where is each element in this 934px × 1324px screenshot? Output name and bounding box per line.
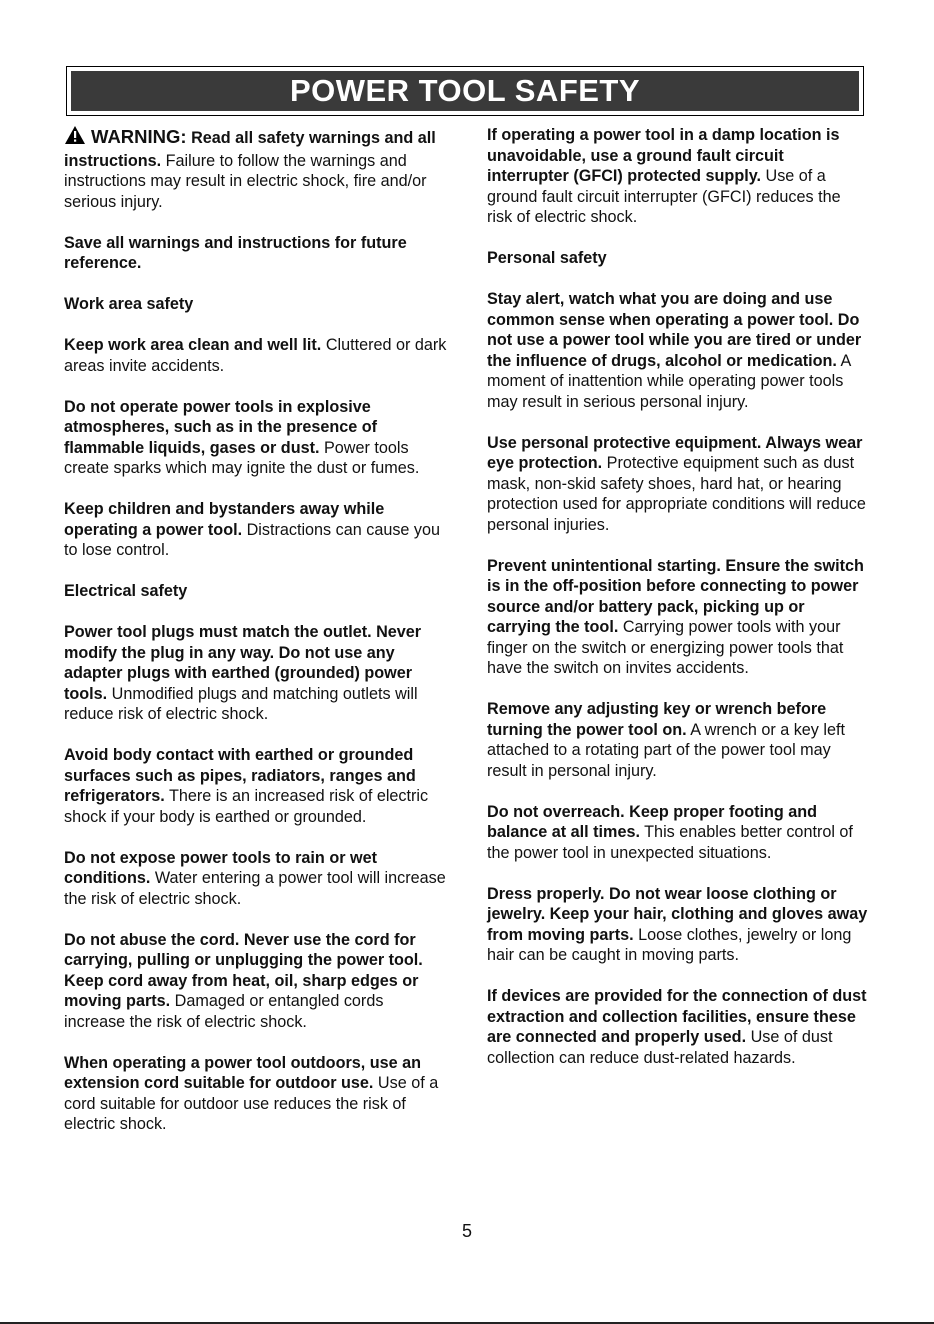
- electrical-item-5: [64, 1053, 448, 1135]
- item-body-text: A moment of inattention while operating power tools may result in serious personal injury.: [487, 351, 851, 411]
- personal-item-7: [487, 986, 869, 1068]
- personal-item-3: [487, 556, 869, 679]
- item-bold-text: Do not expose power tools to rain or wet conditions.: [64, 848, 377, 887]
- item-bold-text: Prevent unintentional starting. Ensure the switch is in the off-position before connecting to power source and/or battery pack, picking up or carrying the tool.: [487, 556, 864, 636]
- gfci-item: [487, 125, 869, 228]
- item-bold-text: Stay alert, watch what you are doing and use common sense when operating a power tool. Do not use a power tool while you are tired or under the influence of drugs, alcohol or medication.: [487, 290, 862, 370]
- work-area-item-3: [64, 499, 448, 561]
- item-body-text: Loose clothes, jewelry or long hair can be caught in moving parts.: [487, 925, 852, 964]
- item-body-text: Protective equipment such as dust mask, non-skid safety shoes, hard hat, or hearing protection used for appropriate conditions will reduce personal injuries.: [487, 454, 866, 534]
- item-bold-text: Keep work area clean and well lit.: [64, 336, 322, 354]
- item-body-text: Carrying power tools with your finger on the switch or energizing power tools that have the switch on invites accidents.: [487, 618, 844, 677]
- warning-triangle-icon: [64, 125, 86, 151]
- warning-paragraph: [64, 125, 448, 212]
- electrical-item-2: [64, 745, 448, 827]
- right-column: [487, 125, 869, 1089]
- personal-item-5: [487, 802, 869, 864]
- personal-item-2: [487, 433, 869, 536]
- section-title: POWER TOOL SAFETY: [71, 71, 859, 111]
- item-bold-text: Do not abuse the cord. Never use the cord for carrying, pulling or unplugging the power tool. Keep cord away from heat, oil, sharp edges or moving parts.: [64, 930, 423, 1010]
- item-body-text: There is an increased risk of electric shock if your body is earthed or grounded.: [64, 787, 429, 826]
- warning-body-text: Failure to follow the warnings and instructions may result in electric shock, fire and/or serious injury.: [64, 151, 427, 211]
- item-body-text: Use of a ground fault circuit interrupter (GFCI) reduces the risk of electric shock.: [487, 167, 841, 226]
- item-bold-text: Keep children and bystanders away while operating a power tool.: [64, 500, 385, 539]
- item-bold-text: Do not overreach. Keep proper footing and balance at all times.: [487, 802, 818, 841]
- item-body-text: A wrench or a key left attached to a rotating part of the power tool may result in personal injury.: [487, 720, 845, 780]
- electrical-item-4: [64, 930, 448, 1033]
- item-body-text: Cluttered or dark areas invite accidents.: [64, 336, 447, 375]
- electrical-item-1: [64, 622, 448, 725]
- warning-label: WARNING:: [91, 126, 187, 147]
- item-body-text: Use of dust collection can reduce dust-related hazards.: [487, 1028, 833, 1067]
- work-area-item-2: [64, 397, 448, 479]
- section-header-frame: [66, 66, 864, 116]
- work-area-item-1: [64, 335, 448, 376]
- work-area-heading: Work area safety: [64, 295, 194, 313]
- item-bold-text: Remove any adjusting key or wrench before turning the power tool on.: [487, 700, 827, 739]
- electrical-heading: Electrical safety: [64, 582, 188, 600]
- warning-bold-text: Read all safety warnings and all instructions.: [64, 129, 436, 170]
- item-bold-text: Do not operate power tools in explosive atmospheres, such as in the presence of flammable liquids, gases or dust.: [64, 397, 378, 457]
- item-bold-text: Avoid body contact with earthed or grounded surfaces such as pipes, radiators, ranges and refrigerators.: [64, 746, 416, 805]
- item-body-text: This enables better control of the power tool in unexpected situations.: [487, 823, 853, 862]
- item-bold-text: Use personal protective equipment. Always wear eye protection.: [487, 433, 863, 472]
- item-bold-text: If devices are provided for the connection of dust extraction and collection facilities, ensure these are connected and properly used.: [487, 987, 867, 1046]
- item-body-text: Use of a cord suitable for outdoor use reduces the risk of electric shock.: [64, 1074, 439, 1133]
- page-number: 5: [461, 1221, 472, 1241]
- left-column: [64, 125, 448, 1155]
- item-body-text: Water entering a power tool will increase the risk of electric shock.: [64, 869, 446, 908]
- personal-safety-heading: Personal safety: [487, 249, 607, 267]
- item-bold-text: If operating a power tool in a damp location is unavoidable, use a ground fault circuit interrupter (GFCI) protected supply.: [487, 126, 840, 185]
- item-body-text: Damaged or entangled cords increase the risk of electric shock.: [64, 992, 384, 1031]
- item-body-text: Power tools create sparks which may ignite the dust or fumes.: [64, 438, 420, 477]
- save-instructions-text: Save all warnings and instructions for future reference.: [64, 233, 407, 272]
- item-bold-text: Dress properly. Do not wear loose clothing or jewelry. Keep your hair, clothing and gloves away from moving parts.: [487, 884, 868, 944]
- electrical-item-3: [64, 848, 448, 910]
- item-bold-text: When operating a power tool outdoors, use an extension cord suitable for outdoor use.: [64, 1053, 422, 1092]
- personal-item-1: [487, 289, 869, 412]
- item-body-text: Distractions can cause you to lose control.: [64, 520, 441, 559]
- item-bold-text: Power tool plugs must match the outlet. Never modify the plug in any way. Do not use any adapter plugs with earthed (grounded) power tools.: [64, 623, 422, 703]
- item-body-text: Unmodified plugs and matching outlets will reduce risk of electric shock.: [64, 684, 418, 723]
- personal-item-4: [487, 699, 869, 781]
- personal-item-6: [487, 884, 869, 966]
